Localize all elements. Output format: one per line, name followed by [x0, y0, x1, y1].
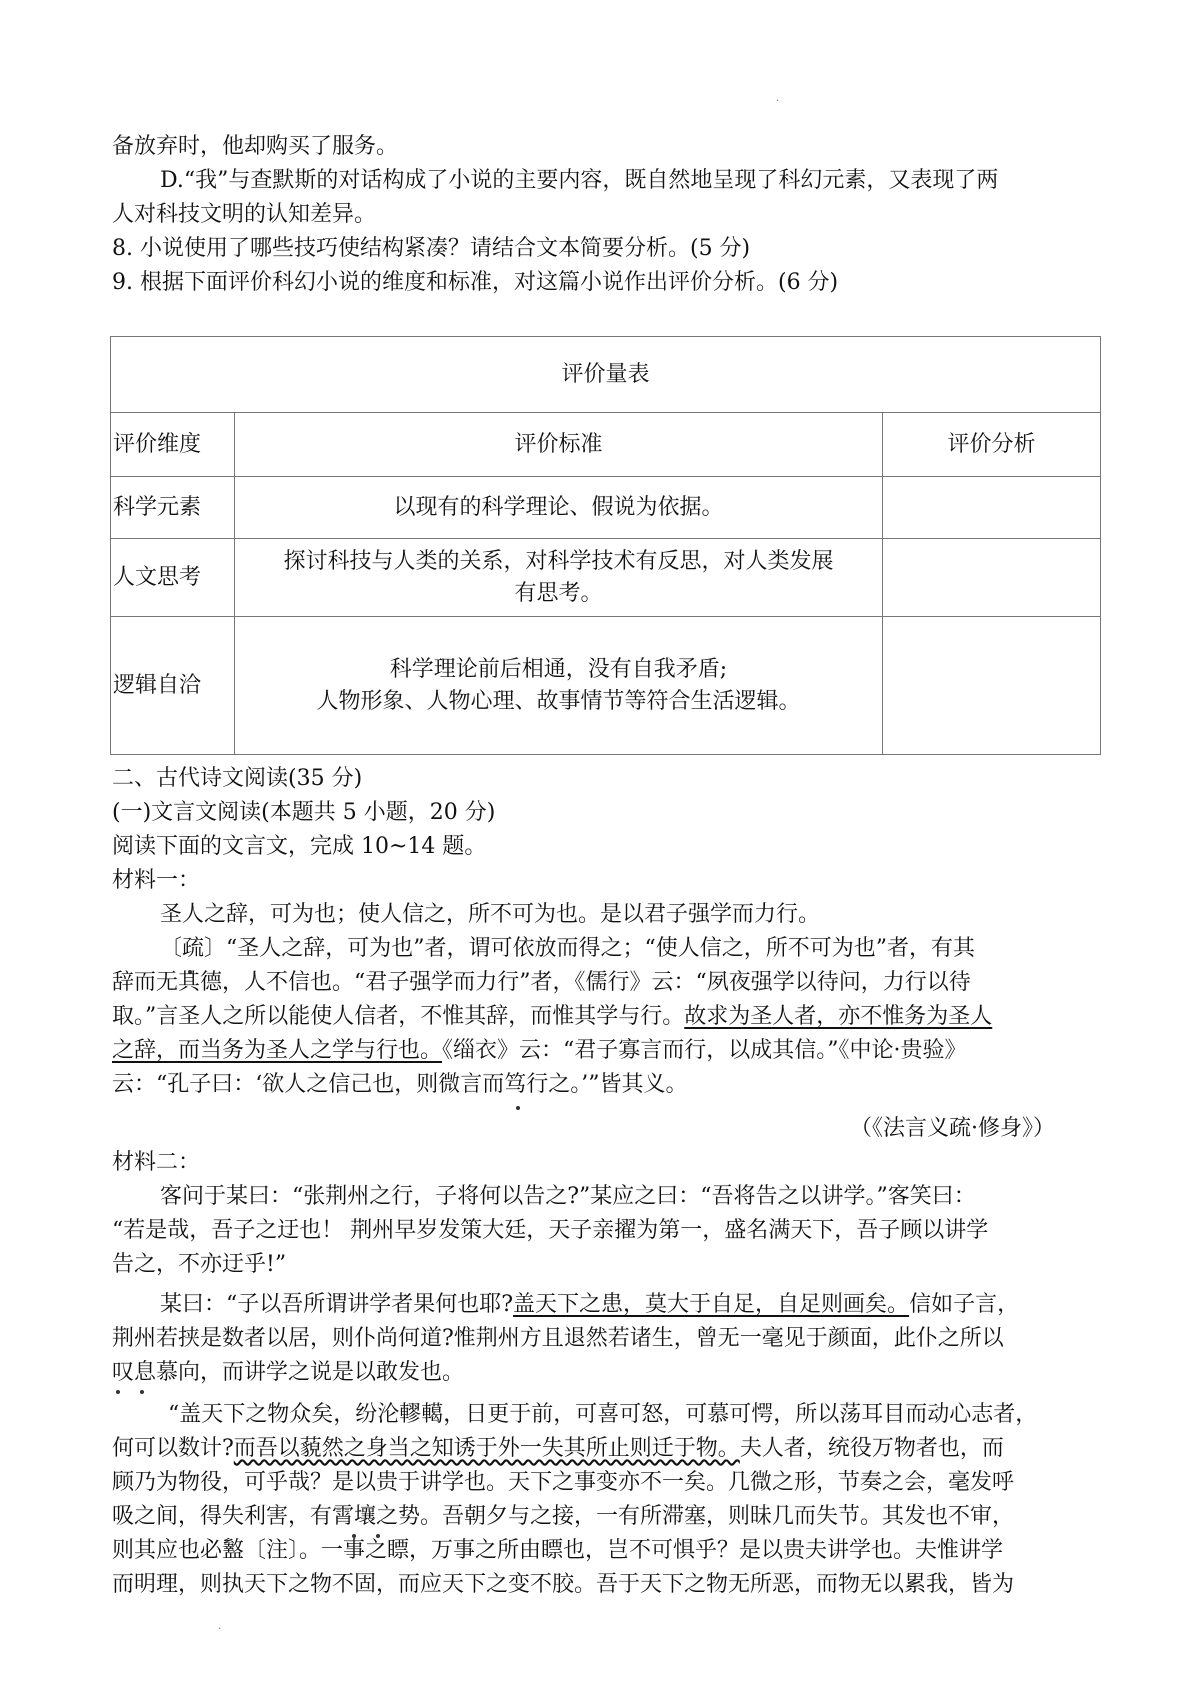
underlined-sentence: 故求为圣人者，亦不惟务为圣人: [684, 1004, 993, 1029]
evaluation-table: [110, 336, 1101, 755]
material-2-line: “若是哉，吾子之迂也！ 荆州早岁发策大廷，天子亲擢为第一，盛名满天下，吾子顾以讲学: [112, 1218, 989, 1243]
material-2-line: 则其应也必盭〔注〕。一事之瞟，万事之所由瞟也，岂不可惧乎？是以贵夫讲学也。夫惟讲学: [112, 1538, 1004, 1563]
material-2-line: 何可以数计?而吾以藐然之身当之知诱于外一失其所止则迁于物。夫人者，统役万物者也，而: [112, 1436, 1004, 1461]
row-standard: 以现有的科学理论、假说为依据。: [235, 477, 883, 539]
header-standard: 评价标准: [235, 413, 883, 477]
text-line: 人对科技文明的认知差异。: [112, 202, 377, 227]
underlined-sentence: 之辞，而当务为圣人之学与行也。: [112, 1038, 443, 1063]
row-dimension: 科学元素: [111, 477, 235, 539]
material-2-line: 告之，不亦迂乎!”: [112, 1252, 287, 1277]
option-d: D.“我”与查默斯的对话构成了小说的主要内容，既自然地呈现了科幻元素，又表现了两: [160, 168, 999, 193]
question-9: 9. 根据下面评价科幻小说的维度和标准，对这篇小说作出评价分析。(6 分): [112, 270, 839, 295]
emphasis-dot: [140, 1390, 144, 1394]
emphasis-dot: [516, 1106, 520, 1110]
row-dimension: 逻辑自洽: [111, 617, 235, 755]
material-2-line: 吸之间，得失利害，有霄壤之势。吾朝夕与之接，一有所滞塞，则昧几而失节。其发也不审，: [112, 1504, 1015, 1529]
row-analysis-cell[interactable]: [883, 617, 1101, 755]
material-1-text: 圣人之辞，可为也；使人信之，所不可为也。是以君子强学而力行。: [160, 902, 821, 927]
material-2-line: 而明理，则执天下之物不固，而应天下之变不胶。吾于天下之物无所恶，而物无以累我，皆为: [112, 1572, 1015, 1597]
table-row: [111, 617, 1101, 755]
emphasis-dot: [116, 1390, 120, 1394]
row-analysis-cell[interactable]: [883, 477, 1101, 539]
material-2-line: 某曰：“子以吾所谓讲学者果何也耶?盖天下之患，莫大于自足，自足则画矣。信如子言，: [160, 1292, 1020, 1317]
row-dimension: 人文思考: [111, 539, 235, 617]
wavy-underlined-sentence: 而吾以藐然之身当之知诱于外一失其所止则迁于物。: [233, 1436, 740, 1461]
question-8: 8. 小说使用了哪些技巧使结构紧凑？请结合文本简要分析。(5 分): [112, 236, 751, 261]
source-citation: （《法言义疏·修身》）: [850, 1116, 1055, 1141]
material-2-line: 顾乃为物役，可乎哉？是以贵于讲学也。天下之事变亦不一矣。几微之形，节奏之会，毫发呼: [112, 1470, 1015, 1495]
material-1-label: 材料一：: [112, 868, 201, 893]
table-row: [111, 477, 1101, 539]
scan-speck: ·: [776, 96, 780, 107]
commentary-line: 〔疏〕“圣人之辞，可为也”者，谓可依放而得之；“使人信之，所不可为也”者，有其: [160, 936, 975, 961]
row-analysis-cell[interactable]: [883, 539, 1101, 617]
commentary-line: 辞而无其德，人不信也。“君子强学而力行”者，《儒行》云：“夙夜强学以待问，力行以待: [112, 970, 971, 995]
instruction: 阅读下面的文言文，完成 10~14 题。: [112, 834, 487, 859]
section-heading: 二、古代诗文阅读(35 分): [112, 766, 363, 791]
row-standard: 科学理论前后相通，没有自我矛盾; 人物形象、人物心理、故事情节等符合生活逻辑。: [235, 617, 883, 755]
header-dimension: 评价维度: [111, 413, 235, 477]
text-line: 备放弃时，他却购买了服务。: [112, 134, 399, 159]
row-standard: 探讨科技与人类的关系，对科学技术有反思，对人类发展 有思考。: [235, 539, 883, 617]
material-2-line: 客问于某曰：“张荆州之行，子将何以告之?”某应之曰：“吾将告之以讲学。”客笑曰：: [160, 1184, 976, 1209]
commentary-line: 之辞，而当务为圣人之学与行也。《缁衣》云：“君子寡言而行，以成其信。”《中论·贵验》: [112, 1038, 967, 1063]
material-2-line: 荆州若挟是数者以居，则仆尚何道?惟荆州方且退然若诸生，曾无一毫见于颜面，此仆之所以: [112, 1326, 1004, 1351]
underlined-sentence: 盖天下之患，莫大于自足，自足则画矣。: [513, 1292, 910, 1317]
header-analysis: 评价分析: [883, 413, 1101, 477]
table-row: [111, 539, 1101, 617]
material-2-label: 材料二：: [112, 1150, 201, 1175]
scan-speck: ·: [218, 1624, 222, 1635]
commentary-line: 云：“孔子曰：‘欲人之信己也，则微言而笃行之。’”皆其义。: [112, 1072, 688, 1097]
material-2-line: “盖天下之物众矣，纷沦轇轕，日更于前，可喜可怒，可慕可愕，所以荡耳目而动心志者，: [168, 1402, 1038, 1427]
commentary-line: 取。”言圣人之所以能使人信者，不惟其辞，而惟其学与行。故求为圣人者，亦不惟务为圣人: [112, 1004, 993, 1029]
material-2-line: 叹息慕向，而讲学之说是以敢发也。: [112, 1360, 465, 1385]
subsection-heading: (一)文言文阅读(本题共 5 小题，20 分): [112, 800, 496, 825]
table-title: 评价量表: [111, 337, 1101, 413]
